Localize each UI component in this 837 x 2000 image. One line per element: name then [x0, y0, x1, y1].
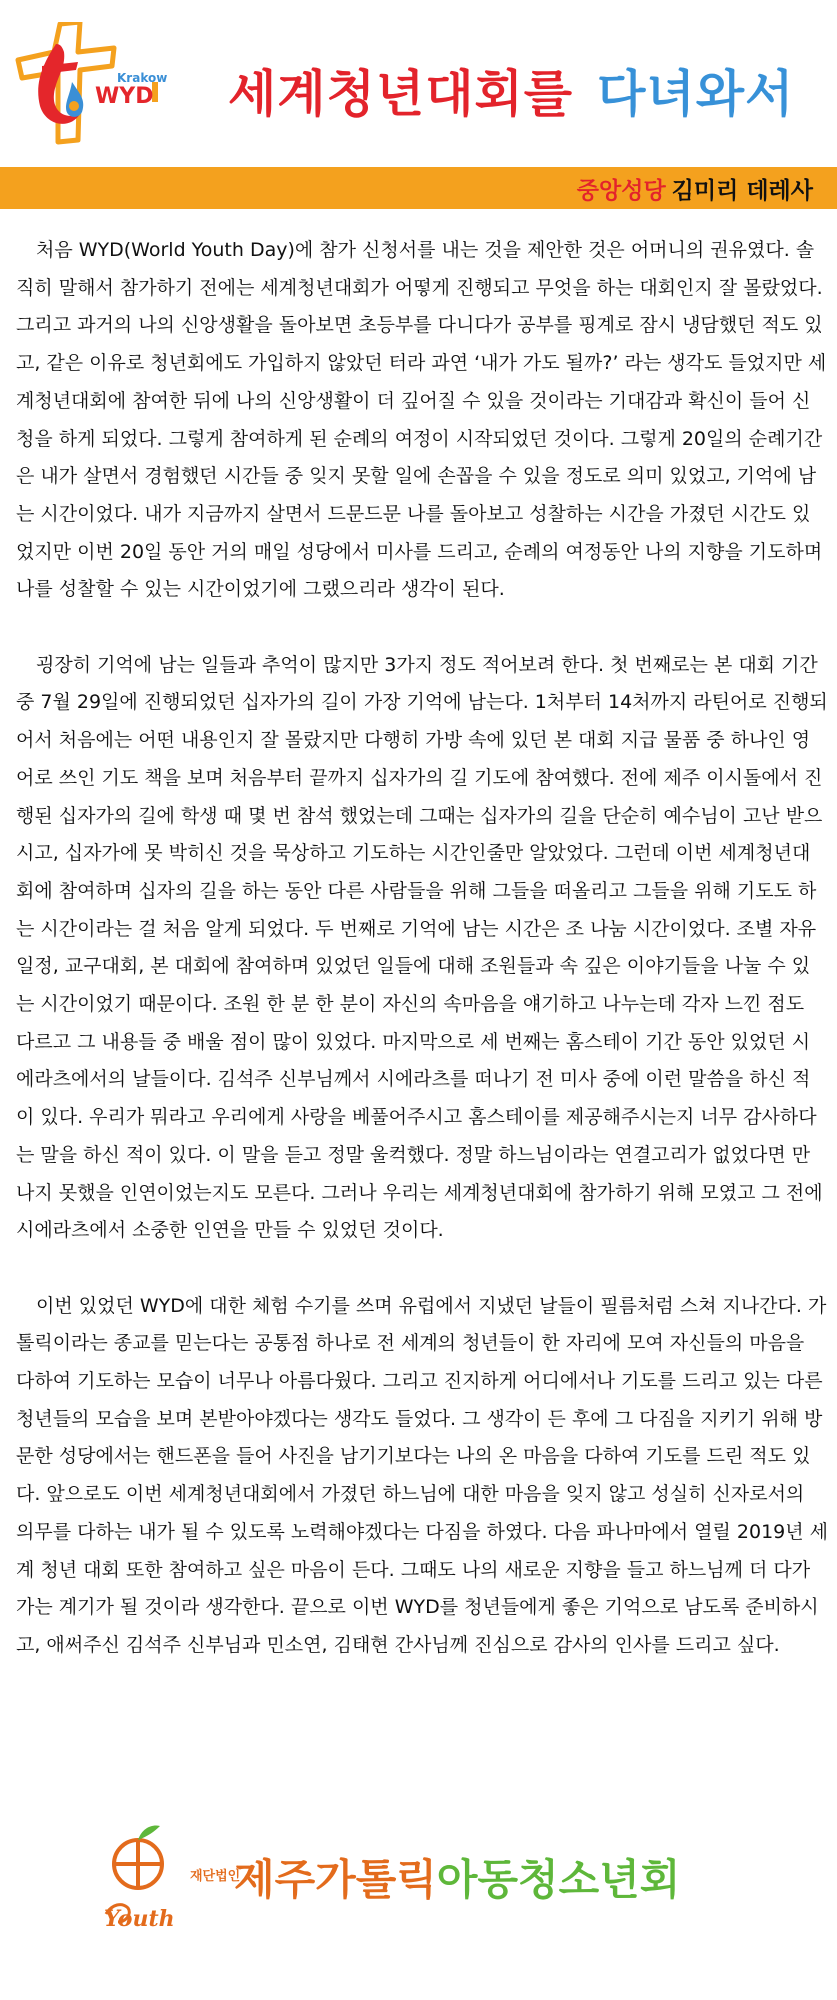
org-name-orange: 제주가톨릭	[234, 1855, 437, 1904]
logo-wyd-text: WYD	[95, 84, 154, 109]
page-title	[228, 54, 794, 126]
author-parish: 중앙성당	[576, 178, 666, 204]
paragraph-2: 굉장히 기억에 남는 일들과 추억이 많지만 3가지 정도 적어보려 한다. 첫 번째로는 본 대회 기간 중 7월 29일에 진행되었던 십자가의 길이 가장 기억에 남는다. 1처부터 14처까지 라틴어로 진행되어서 처음에는 어떤 내용인지 잘 몰랐지만 다행히 가방 속에 있던 본 대회 지급 물품 중 하나인 영어로 쓰인 기도 책을 보며 처음부터 끝까지 십자가의 길 기도에 참여했다. 전에 제주 이시돌에서 진행된 십자가의 길에 학생 때 몇 번 참석 했었는데 그때는 십자가의 길을 단순히 예수님이 고난 받으시고, 십자가에 못 박히신 것을 묵상하고 기도하는 시간인줄만 알았었다. 그런데 이번 세계청년대회에 참여하며 십자의 길을 하는 동안 다른 사람들을 위해 그들을 떠올리고 그들을 위해 기도도 하는 시간이라는 걸 처음 알게 되었다. 두 번째로 기억에 남는 시간은 조 나눔 시간이었다. 조별 자유일정, 교구대회, 본 대회에 참여하며 있었던 일들에 대해 조원들과 속 깊은 이야기들을 나눌 수 있는 시간이었기 때문이다. 조원 한 분 한 분이 자신의 속마음을 얘기하고 나누는데 각자 느낀 점도 다르고 그 내용들 중 배울 점이 많이 있었다. 마지막으로 세 번째는 홈스테이 기간 동안 있었던 시에라츠에서의 날들이다. 김석주 신부님께서 시에라츠를 떠나기 전 미사 중에 이런 말씀을 하신 적이 있다. 우리가 뭐라고 우리에게 사랑을 베풀어주시고 홈스테이를 제공해주시는지 너무 감사하다는 말을 하신 적이 있다. 이 말을 듣고 정말 울컥했다. 정말 하느님이라는 연결고리가 없었다면 만나지 못했을 인연이었는지도 모른다. 그러나 우리는 세계청년대회에 참가하기 위해 모였고 그 전에 시에라츠에서 소중한 인연을 만들 수 있었던 것이다.	[16, 653, 828, 1242]
title-red-part: 세계청년대회를	[228, 65, 574, 123]
org-type-label: 재단법인	[190, 1869, 241, 1884]
author-bar	[0, 167, 837, 209]
org-name-green: 아동청소년회	[436, 1855, 681, 1904]
header	[0, 0, 837, 160]
author-name: 김미리 데레사	[671, 178, 813, 204]
title-blue-part: 다녀와서	[597, 65, 795, 123]
paragraph-3: 이번 있었던 WYD에 대한 체험 수기를 쓰며 유럽에서 지냈던 날들이 필름처럼 스쳐 지나간다. 가톨릭이라는 종교를 믿는다는 공통점 하나로 전 세계의 청년들이 한 자리에 모여 자신들의 마음을 다하여 기도하는 모습이 너무나 아름다웠다. 그리고 진지하게 어디에서나 기도를 드리고 있는 다른 청년들의 모습을 보며 본받아야겠다는 생각도 들었다. 그 생각이 든 후에 그 다짐을 지키기 위해 방문한 성당에서는 핸드폰을 들어 사진을 남기기보다는 나의 온 마음을 다하여 기도를 드린 적도 있다. 앞으로도 이번 세계청년대회에서 가졌던 하느님에 대한 마음을 잊지 않고 성실히 신자로서의 의무를 다하는 내가 될 수 있도록 노력해야겠다는 다짐을 하였다. 다음 파나마에서 열릴 2019년 세계 청년 대회 또한 참여하고 싶은 마음이 든다. 그때도 나의 새로운 지향을 들고 하느님께 더 다가가는 계기가 될 것이라 생각한다. 끝으로 이번 WYD를 청년들에게 좋은 기억으로 남도록 준비하시고, 애써주신 김석주 신부님과 민소연, 김태현 간사님께 진심으로 감사의 인사를 드리고 싶다.	[16, 1294, 829, 1656]
article-body	[16, 232, 828, 1702]
wyd-krakow-logo	[14, 22, 168, 147]
youth-word: Youth	[104, 1906, 175, 1932]
youth-emblem-icon	[102, 1818, 182, 1938]
author-line	[577, 172, 813, 205]
paragraph-1: 처음 WYD(World Youth Day)에 참가 신청서를 내는 것을 제안한 것은 어머니의 권유였다. 솔직히 말해서 참가하기 전에는 세계청년대회가 어떻게 진행되고 무엇을 하는 대회인지 잘 몰랐었다. 그리고 과거의 나의 신앙생활을 돌아보면 초등부를 다니다가 공부를 핑계로 잠시 냉담했던 적도 있고, 같은 이유로 청년회에도 가입하지 않았던 터라 과연 ‘내가 가도 될까?’ 라는 생각도 들었지만 세계청년대회에 참여한 뒤에 나의 신앙생활이 더 깊어질 수 있을 것이라는 기대감과 확신이 들어 신청을 하게 되었다. 그렇게 참여하게 된 순례의 여정이 시작되었던 것이다. 그렇게 20일의 순례기간은 내가 살면서 경험했던 시간들 중 잊지 못할 일에 손꼽을 수 있을 정도로 의미 있었고, 기억에 남는 시간이었다. 내가 지금까지 살면서 드문드문 나를 돌아보고 성찰하는 시간을 가졌던 시간도 있었지만 이번 20일 동안 거의 매일 성당에서 미사를 드리고, 순례의 여정동안 나의 지향을 기도하며 나를 성찰할 수 있는 시간이었기에 그랬으리라 생각이 된다.	[16, 239, 827, 601]
youth-logo	[102, 1818, 182, 1938]
organization-name	[190, 1847, 680, 1907]
logo-city-text: Krakow	[117, 71, 168, 85]
